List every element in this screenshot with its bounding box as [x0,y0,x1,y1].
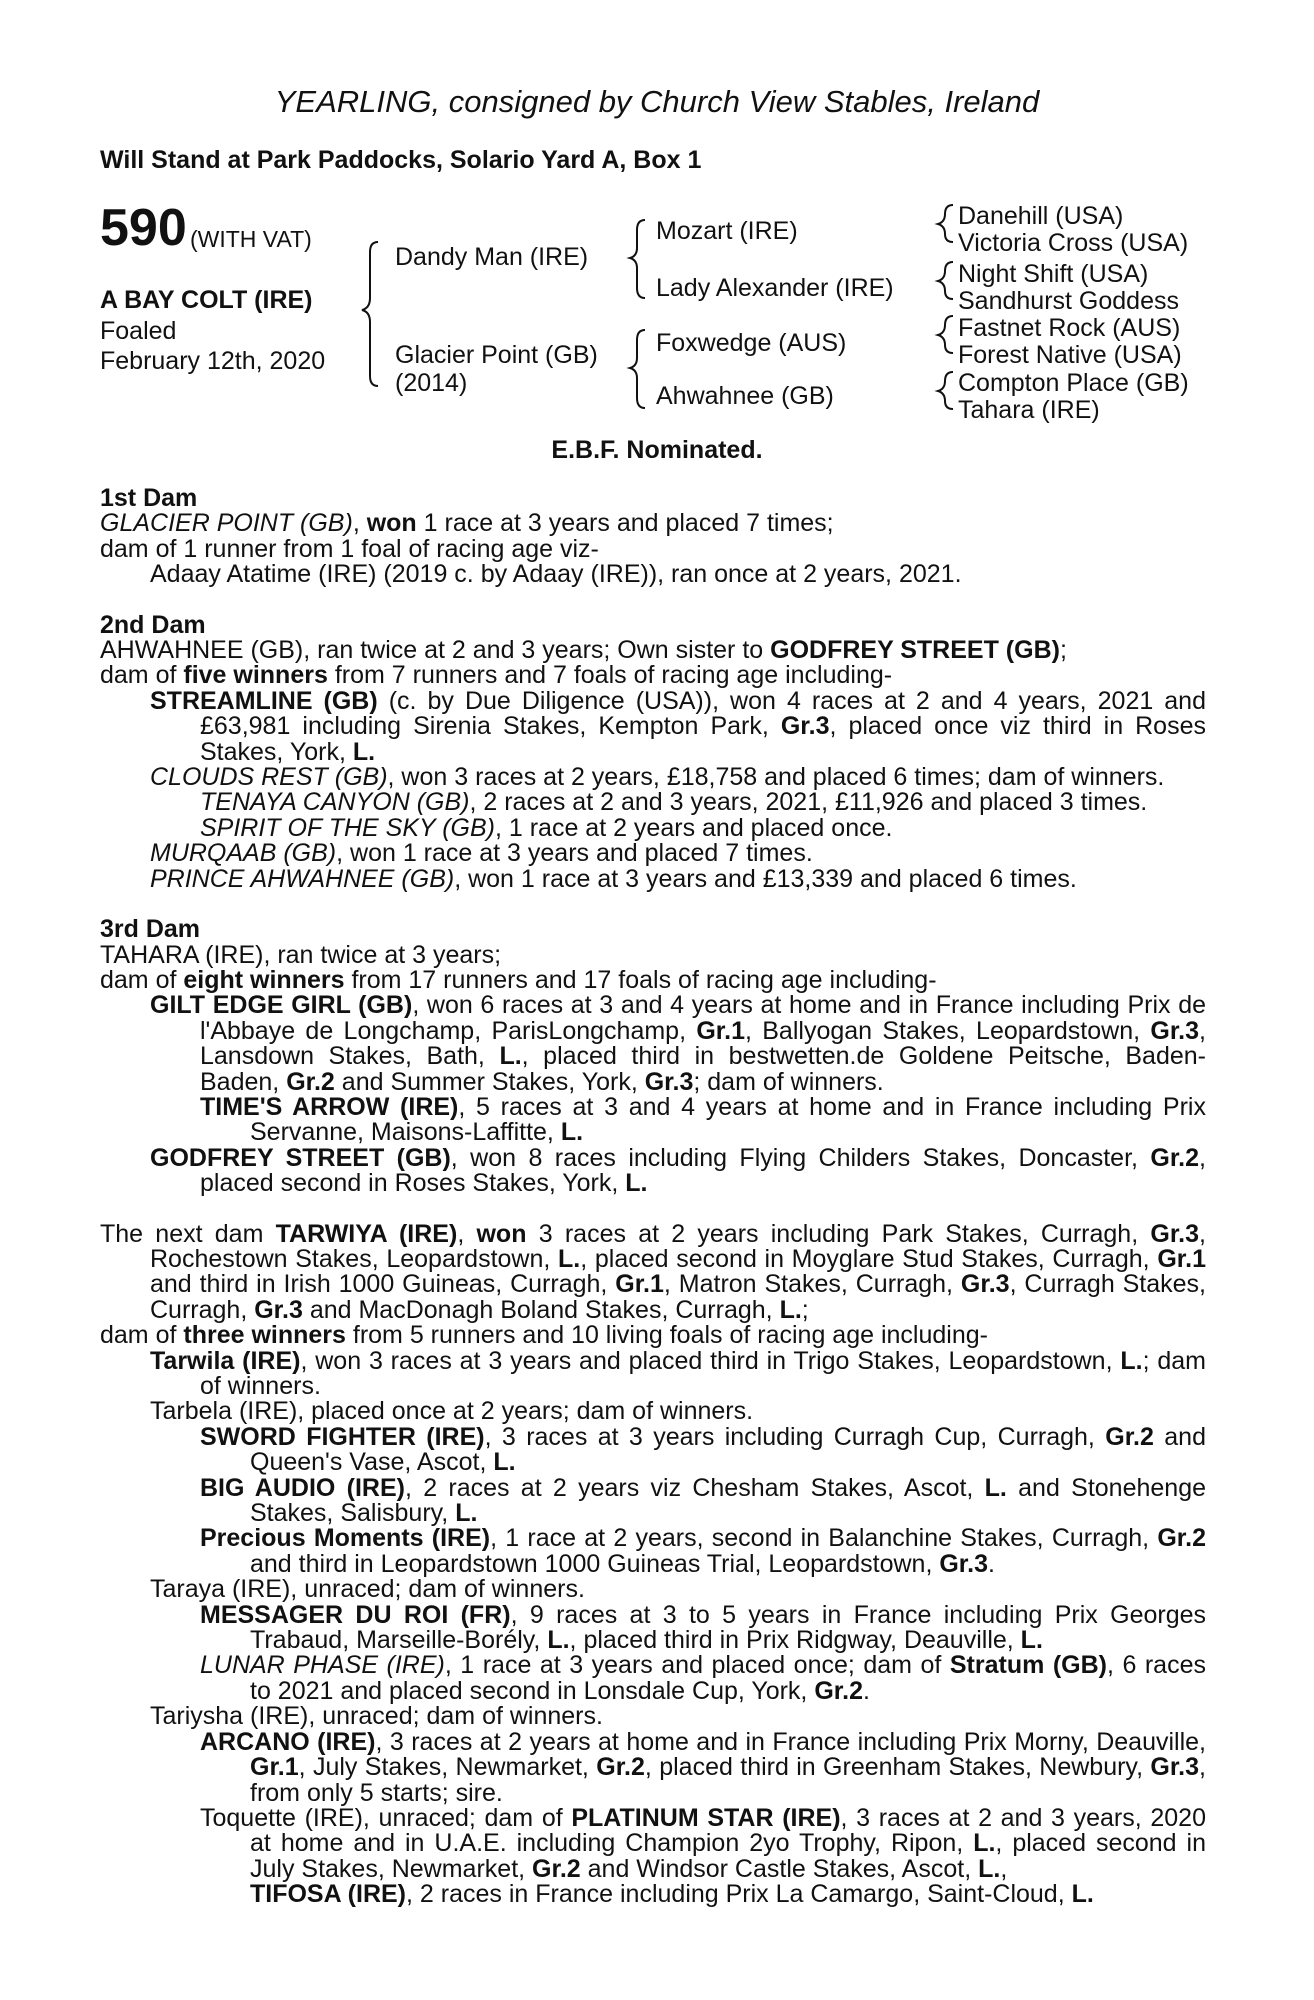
lot-number: 590 [100,199,187,257]
third-dam-line: TAHARA (IRE), ran twice at 3 years; [100,940,502,969]
dam-name: Glacier Point (GB) [395,341,598,369]
produce-tenaya-canyon: TENAYA CANYON (GB), 2 races at 2 and 3 years, 2021, £11,926 and placed 3 times. [200,788,1148,817]
first-dam-produce: Adaay Atatime (IRE) (2019 c. by Adaay (IRE)), ran once at 2 years, 2021. [150,560,962,589]
produce-streamline: STREAMLINE (GB) (c. by Due Diligence (USA)), won 4 races at 2 and 4 years, 2021 and £63,981 including Sirenia Stakes, Kempton Park, Gr.3, placed once viz third in Roses Stakes, York, L. [150,686,1206,766]
sire-name: Dandy Man (IRE) [395,243,589,271]
pedigree-body [100,486,1206,1908]
dam-of-sire: Lady Alexander (IRE) [656,274,894,302]
ancestor-sdd: Sandhurst Goddess [958,287,1179,315]
ancestor-dds: Compton Place (GB) [958,369,1189,397]
lot-description: A BAY COLT (IRE) [100,286,313,314]
ancestor-ssd: Victoria Cross (USA) [958,229,1189,257]
sire-of-dam: Foxwedge (AUS) [656,329,847,357]
produce-godfrey-street: GODFREY STREET (GB), won 8 races including Flying Childers Stakes, Doncaster, Gr.2, placed second in Roses Stakes, York, L. [150,1143,1206,1198]
produce-times-arrow: TIME'S ARROW (IRE), 5 races at 3 and 4 years at home and in France including Prix Servanne, Maisons-Laffitte, L. [200,1092,1206,1147]
third-dam-record: dam of eight winners from 17 runners and 17 foals of racing age including- [100,965,937,994]
produce-precious-moments: Precious Moments (IRE), 1 race at 2 years, second in Balanchine Stakes, Curragh, Gr.2 and third in Leopardstown 1000 Guineas Trial, Leopardstown, Gr.3. [200,1524,1206,1578]
section-heading-second-dam: 2nd Dam [100,610,206,639]
produce-tifosa: TIFOSA (IRE), 2 races in France including Prix La Camargo, Saint-Cloud, L. [250,1880,1094,1909]
foaled-date: February 12th, 2020 [100,347,326,375]
foaled-label: Foaled [100,317,177,345]
produce-murqaab: MURQAAB (GB), won 1 race at 3 years and placed 7 times. [150,839,813,868]
second-dam-record: dam of five winners from 7 runners and 7 foals of racing age including- [100,661,893,690]
produce-tariysha: Tariysha (IRE), unraced; dam of winners. [150,1702,603,1731]
vat-note: (WITH VAT) [190,226,312,252]
sire-of-sire: Mozart (IRE) [656,217,798,245]
ancestor-dsd: Forest Native (USA) [958,341,1182,369]
second-dam-line: AHWAHNEE (GB), ran twice at 2 and 3 years; Own sister to GODFREY STREET (GB); [100,636,1067,665]
ancestor-sds: Night Shift (USA) [958,260,1149,288]
dam-of-dam: Ahwahnee (GB) [656,382,834,410]
produce-arcano: ARCANO (IRE), 3 races at 2 years at home and in France including Prix Morny, Deauville, Gr.1, July Stakes, Newmarket, Gr.2, placed third in Greenham Stakes, Newbury, Gr.3, from only 5 starts; sire. [200,1727,1206,1807]
next-dam-tarwiya: The next dam TARWIYA (IRE), won 3 races at 2 years including Park Stakes, Curragh, Gr.3, Rochestown Stakes, Leopardstown, L., placed second in Moyglare Stud Stakes, Curragh, Gr.1 and third in Irish 1000 Guineas, Curragh, Gr.1, Matron Stakes, Curragh, Gr.3, Curragh Stakes, Curragh, Gr.3 and MacDonagh Boland Stakes, Curragh, L.; [100,1219,1206,1324]
produce-tarbela: Tarbela (IRE), placed once at 2 years; dam of winners. [150,1397,754,1426]
ancestor-ddd: Tahara (IRE) [958,396,1100,424]
consignor-heading: YEARLING, consigned by Church View Stables, Ireland [274,84,1040,119]
ancestor-sss: Danehill (USA) [958,202,1124,230]
stand-location: Will Stand at Park Paddocks, Solario Yard A, Box 1 [100,146,702,174]
section-heading-third-dam: 3rd Dam [100,915,201,944]
next-dam-record: dam of three winners from 5 runners and 10 living foals of racing age including- [100,1321,988,1350]
produce-toquette: Toquette (IRE), unraced; dam of PLATINUM STAR (IRE), 3 races at 2 and 3 years, 2020 at home and in U.A.E. including Champion 2yo Trophy, Ripon, L., placed second in July Stakes, Newmarket, Gr.2 and Windsor Castle Stakes, Ascot, L., [200,1803,1206,1883]
produce-big-audio: BIG AUDIO (IRE), 2 races at 2 years viz Chesham Stakes, Ascot, L. and Stonehenge Stakes, Salisbury, L. [200,1473,1206,1528]
ebf-nomination: E.B.F. Nominated. [551,436,763,464]
produce-clouds-rest: CLOUDS REST (GB), won 3 races at 2 years, £18,758 and placed 6 times; dam of winners. [150,763,1165,792]
produce-spirit-of-the-sky: SPIRIT OF THE SKY (GB), 1 race at 2 years and placed once. [200,813,893,842]
first-dam-record: dam of 1 runner from 1 foal of racing age viz- [100,534,599,563]
ancestor-dss: Fastnet Rock (AUS) [958,314,1181,342]
produce-tarwila: Tarwila (IRE), won 3 races at 3 years and placed third in Trigo Stakes, Leopardstown, L.; dam of winners. [150,1346,1206,1400]
produce-messager-du-roi: MESSAGER DU ROI (FR), 9 races at 3 to 5 years in France including Prix Georges Trabaud, Marseille-Borély, L., placed third in Prix Ridgway, Deauville, L. [200,1600,1207,1655]
dam-foaled-year: (2014) [395,369,468,397]
first-dam-line: GLACIER POINT (GB), won 1 race at 3 years and placed 7 times; [100,509,834,538]
produce-sword-fighter: SWORD FIGHTER (IRE), 3 races at 3 years including Curragh Cup, Curragh, Gr.2 and Queen's Vase, Ascot, L. [200,1422,1206,1477]
produce-lunar-phase: LUNAR PHASE (IRE), 1 race at 3 years and placed once; dam of Stratum (GB), 6 races to 2021 and placed second in Lonsdale Cup, York, Gr.2. [200,1651,1206,1705]
produce-prince-ahwahnee: PRINCE AHWAHNEE (GB), won 1 race at 3 years and £13,339 and placed 6 times. [150,864,1077,893]
section-heading-first-dam: 1st Dam [100,484,198,512]
produce-taraya: Taraya (IRE), unraced; dam of winners. [150,1575,585,1604]
produce-gilt-edge-girl: GILT EDGE GIRL (GB), won 6 races at 3 and 4 years at home and in France including Prix de l'Abbaye de Longchamp, ParisLongchamp, Gr.1, Ballyogan Stakes, Leopardstown, Gr.3, Lansdown Stakes, Bath, L., placed third in bestwetten.de Goldene Peitsche, Baden-Baden, Gr.2 and Summer Stakes, York, Gr.3; dam of winners. [150,991,1207,1096]
